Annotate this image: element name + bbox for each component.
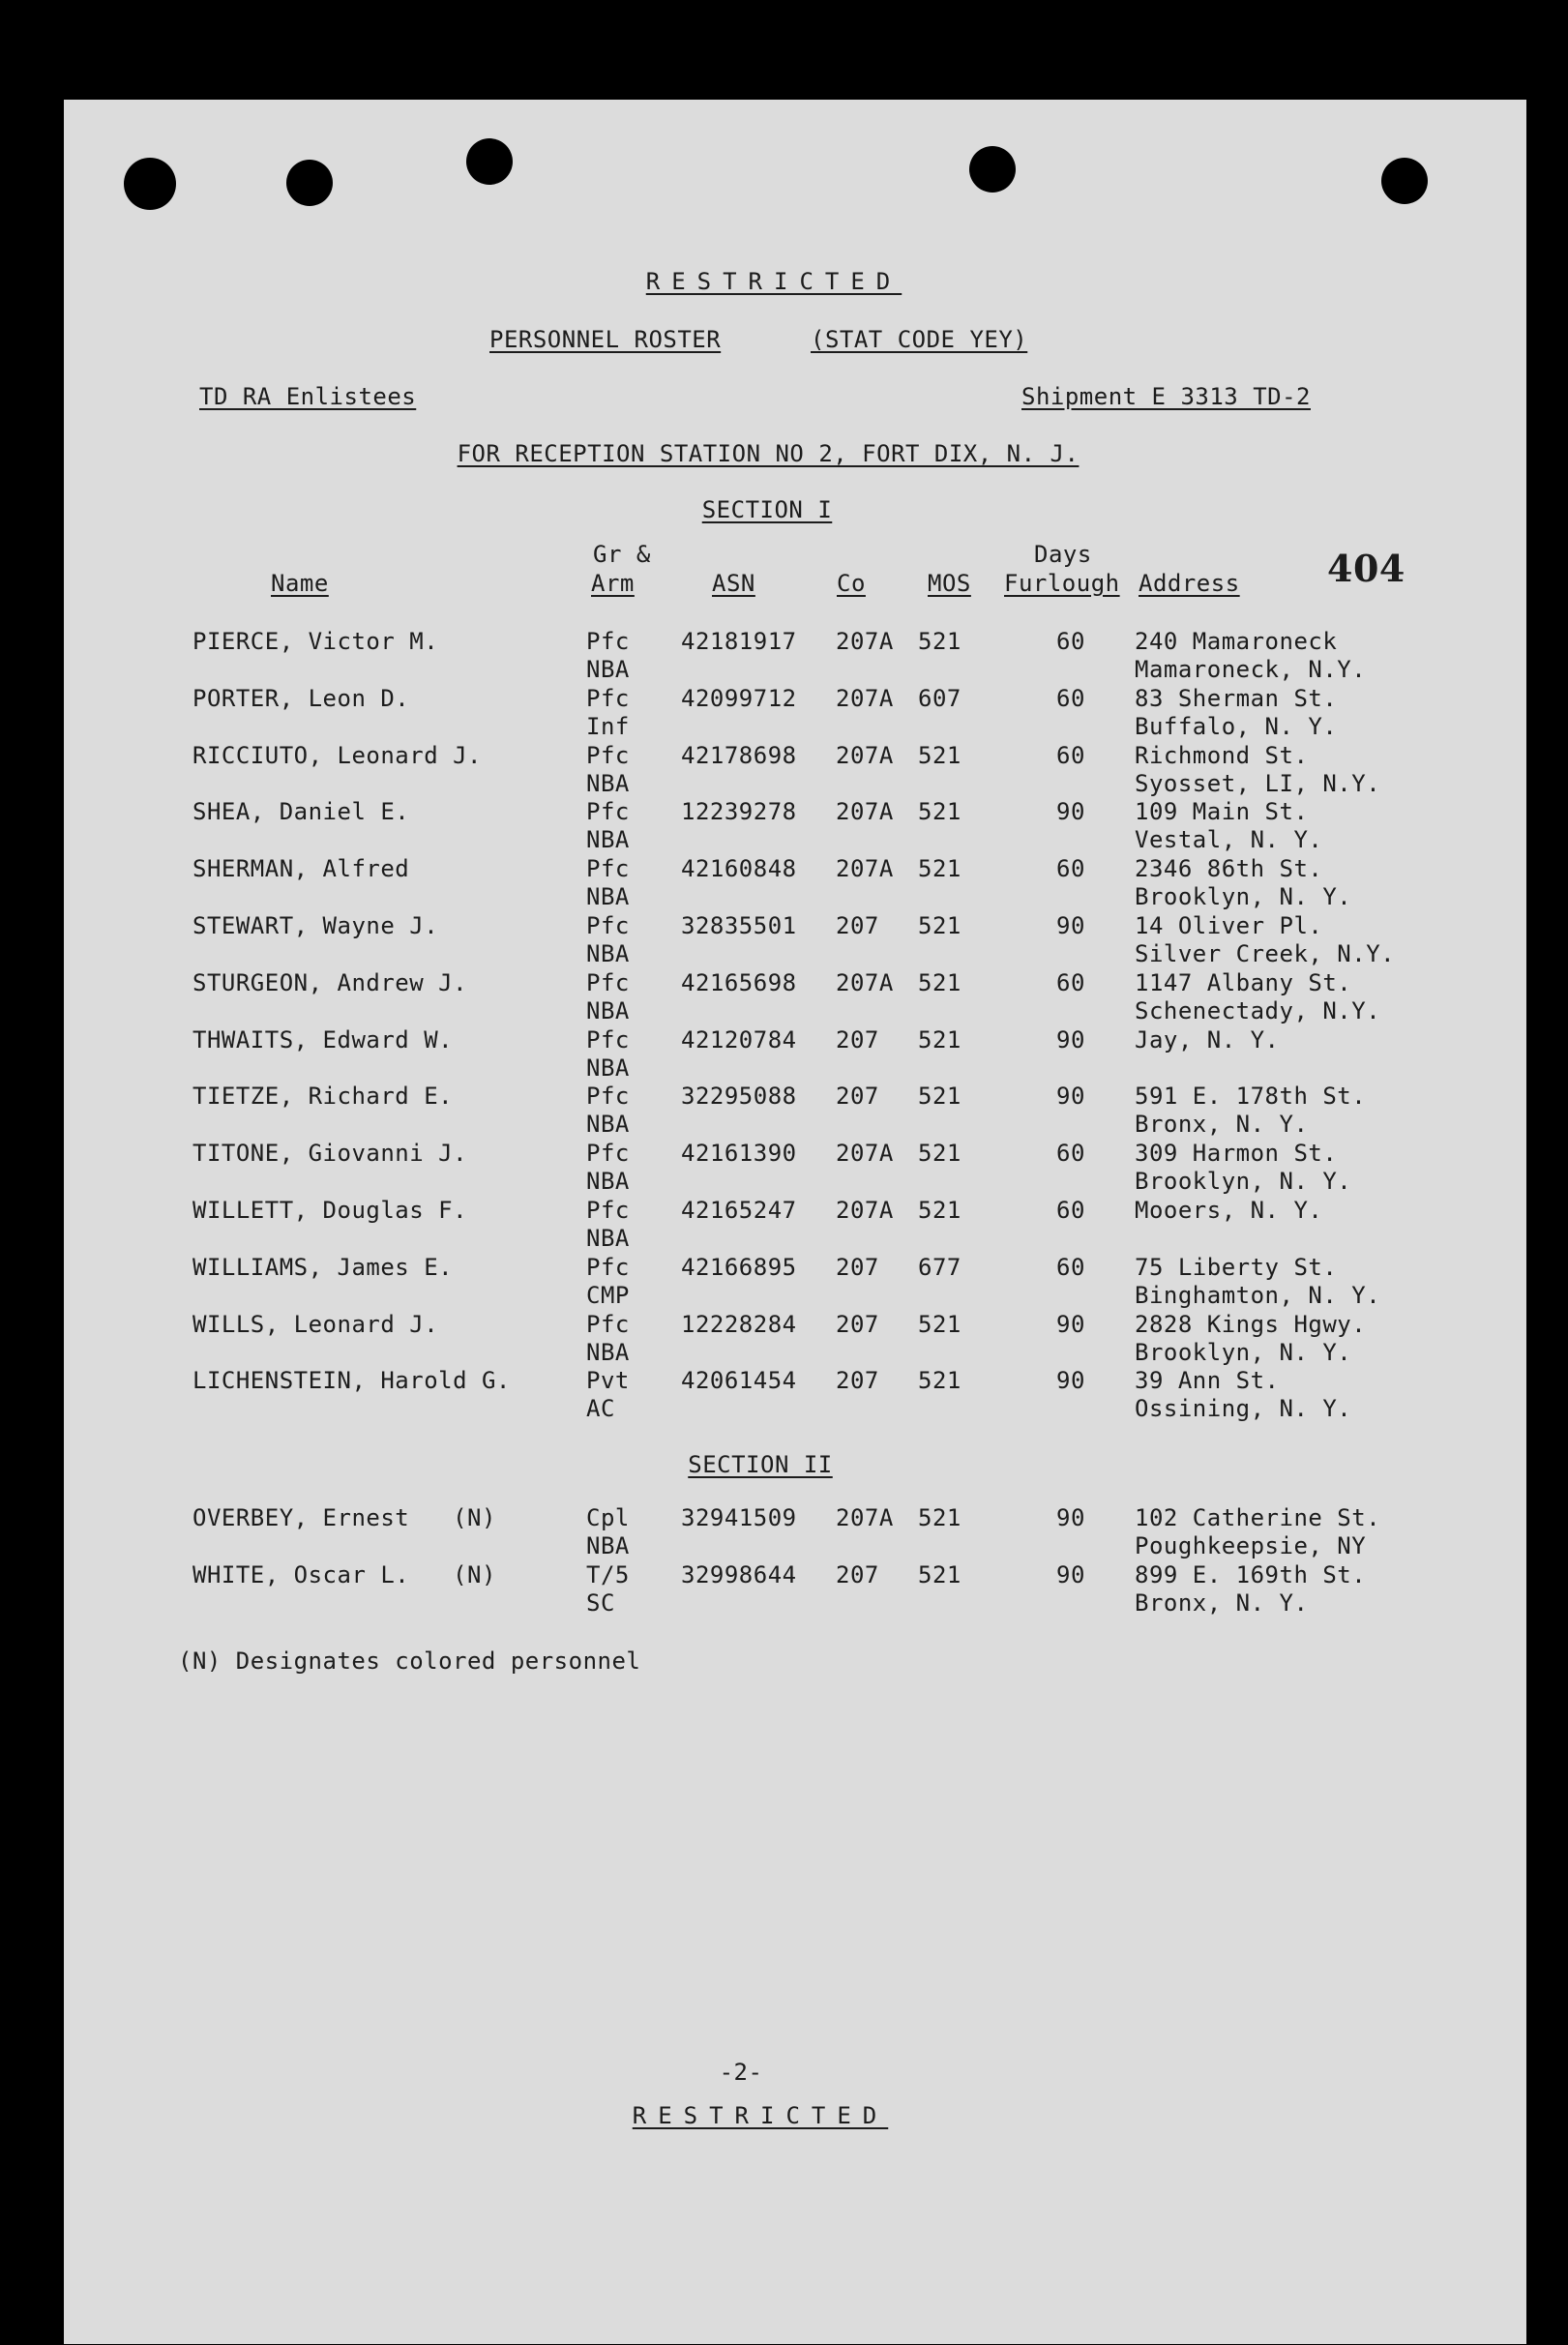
furlough-days: 90 [1056, 1310, 1085, 1338]
table-row [64, 1197, 1526, 1254]
asn: 32941509 [681, 1504, 797, 1531]
person-name: RICCIUTO, Leonard J. [192, 741, 482, 769]
person-name: PORTER, Leon D. [192, 684, 410, 712]
col-asn: ASN [712, 570, 755, 597]
table-row [64, 742, 1526, 799]
person-name: STEWART, Wayne J. [192, 912, 439, 939]
col-co: Co [837, 570, 866, 597]
section-heading: SECTION I [701, 496, 833, 523]
furlough-days: 60 [1056, 628, 1085, 655]
asn: 42161390 [681, 1140, 797, 1168]
person-name: OVERBEY, Ernest (N) [192, 1504, 496, 1531]
arm: NBA [586, 1111, 630, 1139]
mos: 521 [918, 1140, 962, 1168]
table-row [64, 1083, 1526, 1140]
table-row [64, 855, 1526, 912]
person-name: LICHENSTEIN, Harold G. [192, 1367, 511, 1395]
asn: 32998644 [681, 1560, 797, 1588]
company: 207A [836, 1140, 894, 1168]
arm: AC [586, 1395, 615, 1423]
address-line-2: Silver Creek, N.Y. [1135, 940, 1396, 967]
classification-top: RESTRICTED [645, 268, 902, 295]
furlough-days: 60 [1056, 684, 1085, 712]
mos: 521 [918, 1025, 962, 1054]
group-label: TD RA Enlistees [199, 383, 417, 410]
mos: 521 [918, 912, 962, 939]
col-days-line2: Furlough [1004, 570, 1120, 597]
arm: NBA [586, 656, 630, 683]
mos: 521 [918, 1310, 962, 1338]
grade: Pfc [586, 741, 630, 769]
section-2-heading: SECTION II [688, 1451, 833, 1478]
mos: 521 [918, 1560, 962, 1588]
grade: T/5 [586, 1560, 630, 1588]
address-line-1: 83 Sherman St. [1135, 684, 1338, 712]
grade: Pfc [586, 1197, 630, 1224]
company: 207A [836, 855, 894, 883]
table-row [64, 1254, 1526, 1311]
roster-page [64, 100, 1526, 2344]
furlough-days: 90 [1056, 798, 1085, 826]
page-number: -2- [719, 2059, 763, 2086]
address-line-1: 2346 86th St. [1135, 855, 1323, 883]
person-name: WHITE, Oscar L. (N) [192, 1560, 496, 1588]
address-line-2: Bronx, N. Y. [1135, 1588, 1309, 1617]
company: 207 [836, 1310, 879, 1338]
address-line-1: 2828 Kings Hgwy. [1135, 1310, 1367, 1338]
arm: NBA [586, 1168, 630, 1196]
furlough-days: 90 [1056, 1367, 1085, 1395]
address-line-2: Poughkeepsie, NY [1135, 1532, 1367, 1559]
furlough-days: 90 [1056, 1560, 1085, 1588]
shipment-label: Shipment E 3313 TD-2 [1021, 383, 1311, 410]
address-line-1: 591 E. 178th St. [1135, 1083, 1367, 1111]
company: 207 [836, 1253, 879, 1281]
col-gr-line1: Gr & [593, 541, 651, 568]
mos: 521 [918, 855, 962, 883]
person-name: WILLETT, Douglas F. [192, 1197, 468, 1224]
mos: 521 [918, 1083, 962, 1111]
person-name: STURGEON, Andrew J. [192, 968, 468, 996]
punch-hole [1381, 158, 1428, 204]
asn: 42099712 [681, 684, 797, 712]
grade: Pfc [586, 798, 630, 826]
person-name: SHEA, Daniel E. [192, 798, 410, 826]
address-line-1: 240 Mamaroneck [1135, 628, 1338, 655]
punch-hole [466, 138, 513, 185]
furlough-days: 90 [1056, 1504, 1085, 1531]
arm: NBA [586, 1338, 630, 1366]
arm: NBA [586, 996, 630, 1024]
company: 207A [836, 684, 894, 712]
furlough-days: 60 [1056, 1197, 1085, 1224]
address-line-1: Jay, N. Y. [1135, 1025, 1280, 1054]
furlough-days: 60 [1056, 1140, 1085, 1168]
address-line-2: Schenectady, N.Y. [1135, 996, 1381, 1024]
mos: 521 [918, 1367, 962, 1395]
address-line-2: Brooklyn, N. Y. [1135, 1168, 1352, 1196]
asn: 42061454 [681, 1367, 797, 1395]
company: 207A [836, 1504, 894, 1531]
address-line-2: Buffalo, N. Y. [1135, 712, 1338, 740]
company: 207 [836, 1367, 879, 1395]
table-row [64, 685, 1526, 742]
person-name: PIERCE, Victor M. [192, 628, 439, 655]
asn: 42181917 [681, 628, 797, 655]
arm: Inf [586, 712, 630, 740]
arm: SC [586, 1588, 615, 1617]
mos: 521 [918, 1504, 962, 1531]
table-row [64, 912, 1526, 969]
furlough-days: 90 [1056, 1083, 1085, 1111]
mos: 521 [918, 628, 962, 655]
asn: 42165698 [681, 968, 797, 996]
address-line-1: 14 Oliver Pl. [1135, 912, 1323, 939]
grade: Pfc [586, 1253, 630, 1281]
asn: 32295088 [681, 1083, 797, 1111]
company: 207A [836, 1197, 894, 1224]
classification-bottom: RESTRICTED [632, 2102, 889, 2129]
asn: 42120784 [681, 1025, 797, 1054]
company: 207 [836, 1083, 879, 1111]
grade: Cpl [586, 1504, 630, 1531]
asn: 42178698 [681, 741, 797, 769]
address-line-2: Syosset, LI, N.Y. [1135, 769, 1381, 797]
address-line-1: Mooers, N. Y. [1135, 1197, 1323, 1224]
furlough-days: 60 [1056, 968, 1085, 996]
grade: Pfc [586, 855, 630, 883]
grade: Pfc [586, 912, 630, 939]
table-row [64, 628, 1526, 685]
col-days-line1: Days [1034, 541, 1092, 568]
punch-hole [124, 158, 176, 210]
address-line-1: 1147 Albany St. [1135, 968, 1352, 996]
mos: 521 [918, 1197, 962, 1224]
table-row [64, 1026, 1526, 1083]
table-row [64, 798, 1526, 855]
table-row [64, 1140, 1526, 1197]
mos: 677 [918, 1253, 962, 1281]
table-row [64, 969, 1526, 1026]
person-name: TITONE, Giovanni J. [192, 1140, 468, 1168]
address-line-1: 899 E. 169th St. [1135, 1560, 1367, 1588]
grade: Pfc [586, 968, 630, 996]
arm: NBA [586, 769, 630, 797]
footnote: (N) Designates colored personnel [178, 1647, 641, 1675]
mos: 521 [918, 968, 962, 996]
punch-hole [969, 146, 1016, 193]
grade: Pfc [586, 628, 630, 655]
address-line-2: Bronx, N. Y. [1135, 1111, 1309, 1139]
address-line-1: 75 Liberty St. [1135, 1253, 1338, 1281]
table-row [64, 1367, 1526, 1424]
arm: NBA [586, 940, 630, 967]
mos: 521 [918, 798, 962, 826]
person-name: WILLIAMS, James E. [192, 1253, 454, 1281]
destination: FOR RECEPTION STATION NO 2, FORT DIX, N. J. [457, 440, 1080, 467]
roster-title: PERSONNEL ROSTER [489, 326, 722, 353]
asn: 42160848 [681, 855, 797, 883]
grade: Pfc [586, 1083, 630, 1111]
address-line-1: 102 Catherine St. [1135, 1504, 1381, 1531]
company: 207 [836, 912, 879, 939]
furlough-days: 90 [1056, 1025, 1085, 1054]
punch-hole [286, 160, 333, 206]
grade: Pfc [586, 1025, 630, 1054]
table-row [64, 1504, 1526, 1561]
address-line-2: Brooklyn, N. Y. [1135, 883, 1352, 911]
col-gr-line2: Arm [591, 570, 635, 597]
asn: 12239278 [681, 798, 797, 826]
address-line-2: Brooklyn, N. Y. [1135, 1338, 1352, 1366]
person-name: SHERMAN, Alfred [192, 855, 410, 883]
col-mos: MOS [928, 570, 971, 597]
arm: NBA [586, 1225, 630, 1252]
person-name: THWAITS, Edward W. [192, 1025, 454, 1054]
grade: Pfc [586, 684, 630, 712]
address-line-2: Mamaroneck, N.Y. [1135, 656, 1367, 683]
company: 207 [836, 1025, 879, 1054]
page-stamp: 404 [1327, 547, 1405, 590]
address-line-2: Vestal, N. Y. [1135, 826, 1323, 854]
furlough-days: 60 [1056, 855, 1085, 883]
asn: 12228284 [681, 1310, 797, 1338]
address-line-2: Ossining, N. Y. [1135, 1395, 1352, 1423]
arm: NBA [586, 1532, 630, 1559]
person-name: WILLS, Leonard J. [192, 1310, 439, 1338]
address-line-1: 109 Main St. [1135, 798, 1309, 826]
asn: 32835501 [681, 912, 797, 939]
arm: CMP [586, 1281, 630, 1309]
arm: NBA [586, 883, 630, 911]
company: 207 [836, 1560, 879, 1588]
grade: Pfc [586, 1310, 630, 1338]
table-row [64, 1561, 1526, 1618]
col-address: Address [1139, 570, 1240, 597]
company: 207A [836, 798, 894, 826]
company: 207A [836, 741, 894, 769]
address-line-1: 309 Harmon St. [1135, 1140, 1338, 1168]
address-line-1: 39 Ann St. [1135, 1367, 1280, 1395]
address-line-2: Binghamton, N. Y. [1135, 1281, 1381, 1309]
col-name: Name [271, 570, 329, 597]
person-name: TIETZE, Richard E. [192, 1083, 454, 1111]
mos: 607 [918, 684, 962, 712]
furlough-days: 60 [1056, 741, 1085, 769]
arm: NBA [586, 1054, 630, 1082]
furlough-days: 90 [1056, 912, 1085, 939]
asn: 42166895 [681, 1253, 797, 1281]
company: 207A [836, 968, 894, 996]
company: 207A [836, 628, 894, 655]
table-row [64, 1311, 1526, 1368]
grade: Pvt [586, 1367, 630, 1395]
grade: Pfc [586, 1140, 630, 1168]
address-line-1: Richmond St. [1135, 741, 1309, 769]
asn: 42165247 [681, 1197, 797, 1224]
furlough-days: 60 [1056, 1253, 1085, 1281]
arm: NBA [586, 826, 630, 854]
mos: 521 [918, 741, 962, 769]
stat-code: (STAT CODE YEY) [811, 326, 1028, 353]
